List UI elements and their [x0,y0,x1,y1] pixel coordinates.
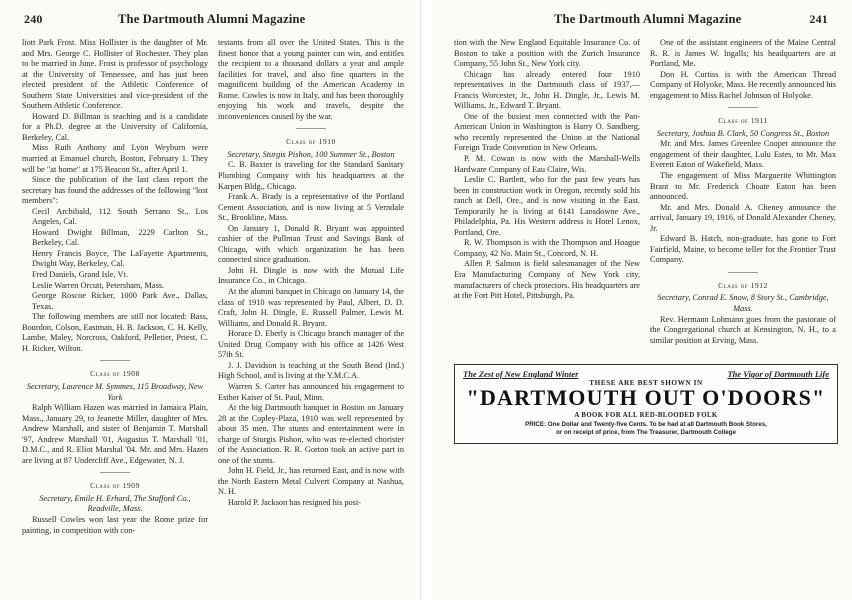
class-heading: Class of 1910 [286,137,336,147]
paragraph: Rev. Hermann Lohmann goes from the pastorate of the Congregational church at Kensington, N. H., to a similar position at Erving, Mass. [650,314,836,345]
list-item: Cecil Archibald, 112 South Serrano St., Los Angeles, Cal. [32,206,208,227]
list-item: George Roscoe Ricker, 1000 Park Ave., Dallas, Texas. [32,291,208,311]
left-column-2 [218,38,404,509]
paragraph: Russell Cowles won last year the Rome prize for painting, in competition with con- [22,514,208,535]
right-page-header [432,10,852,32]
paragraph: Leslie C. Bartlett, who for the past few years has been in construction work in Oregon, recently sold his ranch at Dell, Ore., and is now visiting in the East. Temporarily he is living at 6141 Lansdowne Ave., Philadelphia, Pa. His Western address is Hotel Lenox, Portland, Ore. [454,175,640,237]
section-divider [100,360,130,361]
paragraph: J. J. Davidson is teaching at the South Bend (Ind.) High School, and is living at the Y.M.C.A. [218,360,404,381]
ad-left-tagline: The Zest of New England Winter [463,369,579,379]
paragraph: Frank A. Brady is a representative of the Portland Cement Association, and is now living at 5 Verndale St., Brookline, Mass. [218,192,404,223]
paragraph: At the big Dartmouth banquet in Boston on January 28 at the Copley-Plaza, 1910 was well represented by about 35 men. The stunts and entertainment were in charge of Sturgis Pishon, who was re-elected chorister of the Association. R. R. Gorton took an active part in one of the stunts. [218,403,404,465]
class-secretary: Secretary, Sturgis Pishon, 100 Summer St., Boston [227,149,395,159]
right-column-1 [454,38,640,302]
class-heading: Class of 1911 [718,116,768,126]
paragraph: Mr. and Mrs. Donald A. Cheney announce the arrival, January 19, 1916, of Donald Alexander Cheney, Jr. [650,202,836,233]
ad-price-line: or on receipt of price, from The Treasurer, Dartmouth College [556,428,736,436]
section-divider [728,272,758,273]
paragraph: One of the assistant engineers of the Maine Central R. R. is James W. Ingalls; his headquarters are at Portland, Me. [650,38,836,69]
right-page [432,0,852,600]
paragraph: John H. Dingle is now with the Mutual Life Insurance Co., in Chicago. [218,265,404,286]
paragraph: Harold P. Jackson has resigned his posi- [228,497,361,507]
class-secretary: Secretary, Conrad E. Snow, 8 Story St., Cambridge, Mass. [657,293,829,314]
class-secretary: Secretary, Laurence M. Symmes, 115 Broadway, New York [26,381,204,402]
paragraph: liott Park Frost. Miss Hollister is the daughter of Mr. and Mrs. George C. Hollister of Rochester. They plan to be married in June. Frost is professor of psychology at the University of Tennessee, and has just been elected president of the Athletic Conference of Southern State Universities and vice-president of the Southern Athletic Conference. [22,38,208,111]
paragraph: testants from all over the United States. This is the finest honor that a young painter can win, and entitles the recipient to a thousand dollars a year and ample facilities for travel, and also fine quarters in the magnificent building of the American Academy in Rome. Cowles is now in Italy, and has been thoroughly enjoying his work and travels, despite the inconveniences caused by the war. [218,38,404,121]
list-item: Henry Francis Boyce, The LaFayette Apartments, Dwight Way, Berkeley, Cal. [32,248,208,269]
ad-subline: A BOOK FOR ALL RED-BLOODED FOLK [574,412,718,419]
list-item: Fred Daniels, Grand Isle, Vt. [32,270,128,280]
paragraph: Ralph William Hazen was married in Jamaica Plain, Mass., January 29, to Jeanette Miller, daughter of Mrs. Andrew Marshall, and sister of Benjamin T. Marshall '97, Andrew Marshall '01, Augustus T. Marshall '01, D.M.C., and R. Eliot Marshal '04. Mr. and Mrs. Hazen are living at 87 Undercliff Ave., Edgewater, N. J. [22,403,208,465]
page-number: 240 [24,12,43,26]
paragraph: The following members are still not located: Bass, Bourdon, Colson, Eastman, H. B. Jackson, C. H. Kelly, Lambe, Maley, Norcross, Oakford, Pelletier, Priest, C. H. Ricker, Wilton. [22,312,208,353]
ad-price-line: PRICE: One Dollar and Twenty-five Cents. To be had at all Dartmouth Book Stores, [525,421,767,428]
paragraph: At the alumni banquet in Chicago on January 14, the class of 1910 was represented by Paul, Albert, D. D. Craft, John H. Dingle, E. Russell Palmer, Lewis M. Williams, and Donald R. Bryant. [218,287,404,328]
list-item: Leslie Warren Orcutt, Petersham, Mass. [32,280,165,290]
paragraph: Edward B. Hatch, non-graduate, has gone to Fort Fairfield, Maine, to become teller for the Frontier Trust Company. [650,234,836,265]
list-item: Howard Dwight Billman, 2229 Carlton St., Berkeley, Cal. [32,227,208,248]
ad-price-info [465,421,827,436]
page-number: 241 [809,12,828,26]
paragraph: Horace D. Eberly is Chicago branch manager of the United Drug Company with his office at 1426 West 57th St. [218,329,404,360]
class-heading: Class of 1909 [90,481,140,491]
class-secretary: Secretary, Emile H. Erhard, The Stafford Co., Readville, Mass. [39,493,191,514]
paragraph: P. M. Cowan is now with the Marshall-Wells Hardware Company of Eau Claire, Wis. [454,154,640,174]
paragraph: R. W. Thompson is with the Thompson and Hoague Company, 42 No. Main St., Concord, N. H. [454,238,640,258]
paragraph: Miss Ruth Anthony and Lyon Weyburn were married at Emanuel church, Boston, February 1. They will be "at home" at 175 Beacon St., after April 1. [22,143,208,174]
section-divider [728,107,758,108]
paragraph: Warren S. Carter has announced his engagement to Esther Kaiser of St. Paul, Minn. [218,381,404,402]
paragraph: Mr. and Mrs. James Greenlee Cooper announce the engagement of their daughter, Lulu Estes, to Mr. Max Everett Eaton of Wakefield, Mass. [650,139,836,170]
paragraph: Allen P. Salmon is field salesmanager of the New Era Manufacturing Company of New York city, manufacturers of check protectors. His headquarters are at the Fort Pitt Hotel, Pittsburgh, Pa. [454,259,640,301]
section-divider [100,472,130,473]
paragraph: The engagement of Miss Marguerite Whittington Brant to Mr. Frederick Choate Eaton has been announced. [650,171,836,202]
section-divider [296,128,326,129]
paragraph: Don H. Curtiss is with the American Thread Company of Holyoke, Mass. He recently announced his engagement to Miss Rachel Johnson of Holyoke. [650,69,836,100]
paragraph: C. B. Baxter is traveling for the Standard Sanitary Plumbing Company with his headquarters at the Karpen Bldg., Chicago. [218,160,404,191]
paragraph: Howard D. Billman is teaching and is a candidate for a Ph.D. degree at the University of California, Berkeley, Cal. [22,111,208,142]
class-heading: Class of 1912 [718,280,768,290]
paragraph: Since the publication of the last class report the secretary has found the addresses of the following "lost members": [22,175,208,206]
left-column-1 [22,38,208,536]
left-page [0,0,421,600]
magazine-title: The Dartmouth Alumni Magazine [554,12,742,26]
paragraph: John H. Field, Jr., has returned East, and is now with the North Eastern Metal Culvert Company at Nashua, N. H. [218,466,404,497]
class-secretary: Secretary, Joshua B. Clark, 50 Congress St., Boston [656,128,830,138]
paragraph: On January 1, Donald R. Bryant was appointed cashier of the Pullman Trust and Savings Bank of Chicago, with which organization he has been connected since graduation. [218,223,404,265]
paragraph: Chicago has already entered four 1910 representatives in the Dartmouth class of 1937,—Francis Worcester, Jr., John H. Dingle, Jr., Lewis M. Williams, Jr., Edward T. Bryant. [454,69,640,111]
ad-right-tagline: The Vigor of Dartmouth Life [727,369,829,379]
left-page-header [0,10,420,32]
ad-headline: "DARTMOUTH OUT O'DOORS" [466,385,826,410]
magazine-title: The Dartmouth Alumni Magazine [118,12,306,26]
ad-shown-line: THESE ARE BEST SHOWN IN [589,379,703,387]
paragraph: tion with the New England Equitable Insurance Co. of Boston to take a position with the Zurich Insurance Company, 55 John St., New York city. [454,38,640,69]
class-heading: Class of 1908 [90,369,140,379]
advertisement-box [454,364,838,444]
right-column-2 [650,38,836,346]
paragraph: One of the busiest men connected with the Pan-American Union in Washington is Harry O. Sandberg, who recently represented the Union at the National Foreign Trade Convention in New Orleans. [454,111,640,153]
